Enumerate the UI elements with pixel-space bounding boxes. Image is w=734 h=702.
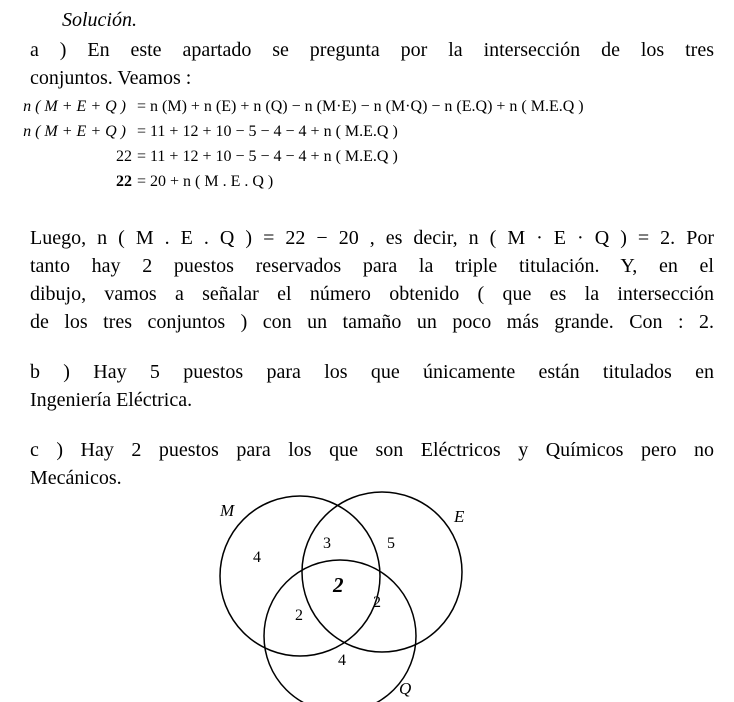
set-e-label: E <box>454 507 465 526</box>
equation-4-rhs: = 20 + n ( M . E . Q ) <box>137 173 274 190</box>
set-m-circle <box>220 496 380 656</box>
equation-2-rhs: = 11 + 12 + 10 − 5 − 4 − 4 + n ( M.E.Q ) <box>137 123 398 140</box>
part-c-line-2: Mecánicos. <box>30 467 122 489</box>
conclusion-line-1: Luego, n ( M . E . Q ) = 22 − 20 , es decir, n ( M · E · Q ) = 2. Por <box>30 227 714 249</box>
part-c-line-1: c ) Hay 2 puestos para los que son Eléctricos y Químicos pero no <box>30 439 714 461</box>
equation-3-lhs: 22 <box>116 148 132 165</box>
equation-4-lhs: 22 <box>116 173 132 190</box>
part-b-line-1: b ) Hay 5 puestos para los que únicamente están titulados en <box>30 361 714 383</box>
part-a-line-1: a ) En este apartado se pregunta por la intersección de los tres <box>30 39 714 61</box>
region-m-e: 3 <box>323 535 331 552</box>
region-e-q: 2 <box>373 594 381 611</box>
region-e-only: 5 <box>387 535 395 552</box>
conclusion-line-2: tanto hay 2 puestos reservados para la triple titulación. Y, en el <box>30 255 714 277</box>
set-q-label: Q <box>399 679 412 698</box>
region-m-only: 4 <box>253 549 261 566</box>
region-m-q: 2 <box>295 607 303 624</box>
conclusion-line-4: de los tres conjuntos ) con un tamaño un poco más grande. Con : 2. <box>30 311 714 333</box>
region-m-e-q: 2 <box>333 573 344 597</box>
part-b-line-2: Ingeniería Eléctrica. <box>30 389 193 411</box>
set-m-label: M <box>220 501 235 520</box>
conclusion-line-3: dibujo, vamos a señalar el número obtenido ( que es la intersección <box>30 283 714 305</box>
equation-3-rhs: = 11 + 12 + 10 − 5 − 4 − 4 + n ( M.E.Q ) <box>137 148 398 165</box>
equation-2-lhs: n ( M + E + Q ) <box>23 123 126 140</box>
region-q-only: 4 <box>338 652 346 669</box>
part-a-line-2: conjuntos. Veamos : <box>30 67 192 89</box>
equation-1-rhs: = n (M) + n (E) + n (Q) − n (M·E) − n (M·Q) − n (E.Q) + n ( M.E.Q ) <box>137 98 584 115</box>
solution-heading: Solución. <box>62 9 137 31</box>
equation-1-lhs: n ( M + E + Q ) <box>23 98 126 115</box>
